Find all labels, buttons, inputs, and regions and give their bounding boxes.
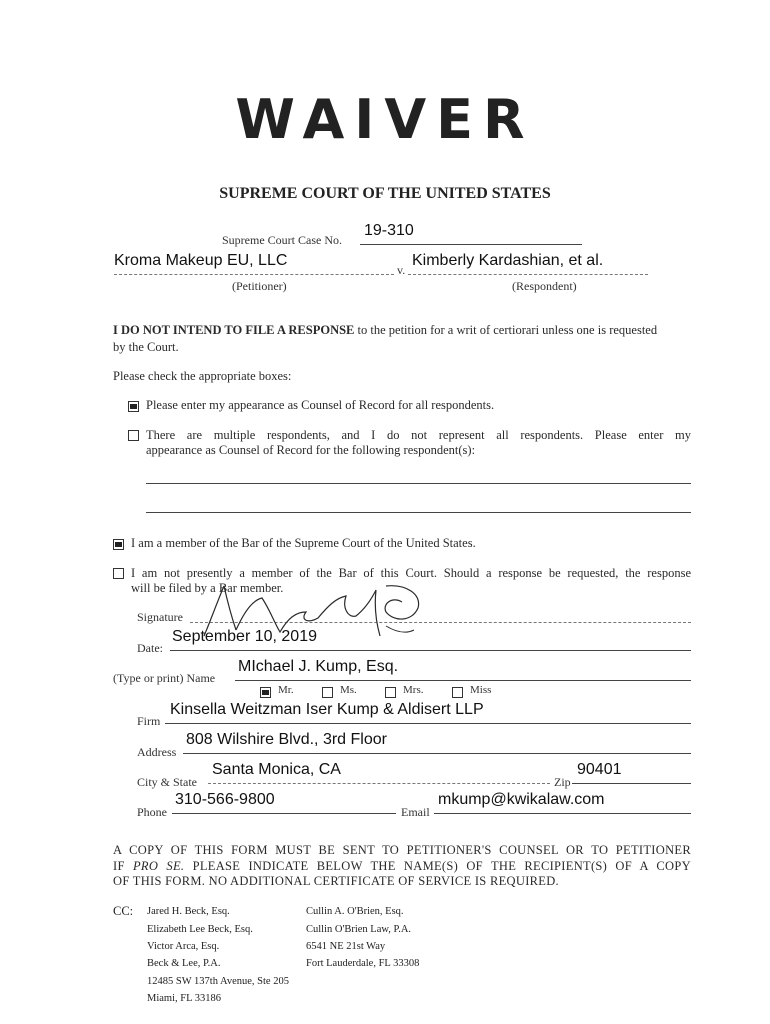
- city-state-line: [208, 783, 550, 784]
- title-ms-checkbox[interactable]: [322, 687, 333, 698]
- notice-line2-rest: PLEASE INDICATE BELOW THE NAME(S) OF THE RECIPIENT(S) OF A COPY: [192, 859, 691, 873]
- instructions: Please check the appropriate boxes:: [113, 369, 292, 383]
- email-value[interactable]: mkump@kwikalaw.com: [438, 791, 605, 808]
- notice-line2-prefix: IF: [113, 859, 125, 873]
- all-respondents-label: Please enter my appearance as Counsel of Record for all respondents.: [146, 398, 495, 412]
- bar-member-label: I am a member of the Bar of the Supreme Court of the United States.: [131, 536, 476, 550]
- not-bar-member-line2: will be filed by a Bar member.: [131, 581, 284, 595]
- cc-recipient-1-line-4: Beck & Lee, P.A.: [147, 958, 221, 969]
- title-mrs-label: Mrs.: [403, 684, 424, 696]
- respondent-caption: (Respondent): [512, 279, 577, 293]
- no-response-bold: I DO NOT INTEND TO FILE A RESPONSE: [113, 323, 355, 337]
- cc-recipient-1-line-5: 12485 SW 137th Avenue, Ste 205: [147, 976, 289, 987]
- notice-line2: [113, 858, 691, 874]
- address-line: [183, 753, 691, 754]
- notice-line1: A COPY OF THIS FORM MUST BE SENT TO PETITIONER'S COUNSEL OR TO PETITIONER: [113, 843, 691, 857]
- date-label: Date:: [137, 641, 163, 655]
- address-value[interactable]: 808 Wilshire Blvd., 3rd Floor: [186, 731, 387, 748]
- zip-label: Zip: [554, 775, 571, 789]
- cc-recipient-2-line-2: Cullin O'Brien Law, P.A.: [306, 924, 412, 935]
- case-number-value[interactable]: 19-310: [364, 222, 414, 239]
- zip-line: [572, 783, 691, 784]
- cc-recipient-1-line-3: Victor Arca, Esq.: [147, 941, 220, 952]
- cc-recipient-2-line-3: 6541 NE 21st Way: [306, 941, 386, 952]
- title-mrs-checkbox[interactable]: [385, 687, 396, 698]
- petitioner-caption: (Petitioner): [232, 279, 287, 293]
- title-mr-label: Mr.: [278, 684, 294, 696]
- case-number-line: [360, 244, 582, 245]
- phone-value[interactable]: 310-566-9800: [175, 791, 275, 808]
- date-line: [170, 650, 691, 651]
- email-label: Email: [401, 805, 430, 819]
- petitioner-name[interactable]: Kroma Makeup EU, LLC: [114, 252, 288, 269]
- name-line: [235, 680, 691, 681]
- address-label: Address: [137, 745, 177, 759]
- no-response-rest: to the petition for a writ of certiorari unless one is requested: [357, 323, 658, 337]
- title-miss-label: Miss: [470, 684, 492, 696]
- cc-recipient-2-line-4: Fort Lauderdale, FL 33308: [306, 958, 420, 969]
- title-mr-checkbox[interactable]: [260, 687, 271, 698]
- versus-label: v.: [397, 263, 406, 277]
- cc-recipient-1-line-2: Elizabeth Lee Beck, Esq.: [147, 924, 253, 935]
- firm-line: [165, 723, 691, 724]
- title-miss-checkbox[interactable]: [452, 687, 463, 698]
- signature-label: Signature: [137, 610, 183, 624]
- no-response-statement: [113, 323, 657, 338]
- name-label: (Type or print) Name: [113, 671, 216, 685]
- respondents-entry-line-1[interactable]: [146, 483, 691, 484]
- all-respondents-checkbox[interactable]: [128, 401, 139, 412]
- date-value[interactable]: September 10, 2019: [172, 628, 317, 645]
- city-state-label: City & State: [137, 775, 197, 789]
- cc-label: CC:: [113, 904, 134, 918]
- city-state-value[interactable]: Santa Monica, CA: [212, 761, 341, 778]
- cc-recipient-2-line-1: Cullin A. O'Brien, Esq.: [306, 906, 404, 917]
- phone-line: [172, 813, 396, 814]
- multiple-respondents-checkbox[interactable]: [128, 430, 139, 441]
- cc-recipient-1-line-6: Miami, FL 33186: [147, 993, 221, 1004]
- notice-line2-italic: PRO SE.: [132, 859, 185, 873]
- not-bar-member-line1: I am not presently a member of the Bar of this Court. Should a response be requested, the response: [131, 566, 691, 580]
- court-name: SUPREME COURT OF THE UNITED STATES: [219, 185, 551, 202]
- petitioner-line: [114, 274, 394, 275]
- firm-label: Firm: [137, 714, 161, 728]
- title-ms-label: Ms.: [340, 684, 357, 696]
- respondent-name[interactable]: Kimberly Kardashian, et al.: [412, 252, 604, 269]
- respondents-entry-line-2[interactable]: [146, 512, 691, 513]
- email-line: [434, 813, 691, 814]
- phone-label: Phone: [137, 805, 167, 819]
- cc-recipient-1-line-1: Jared H. Beck, Esq.: [147, 906, 230, 917]
- name-value[interactable]: MIchael J. Kump, Esq.: [238, 658, 399, 675]
- firm-value[interactable]: Kinsella Weitzman Iser Kump & Aldisert LLP: [170, 701, 484, 718]
- multiple-respondents-line2: appearance as Counsel of Record for the following respondent(s):: [146, 443, 476, 457]
- no-response-line2: by the Court.: [113, 340, 179, 354]
- notice-line3: OF THIS FORM. NO ADDITIONAL CERTIFICATE OF SERVICE IS REQUIRED.: [113, 874, 559, 888]
- respondent-line: [408, 274, 648, 275]
- bar-member-checkbox[interactable]: [113, 539, 124, 550]
- not-bar-member-checkbox[interactable]: [113, 568, 124, 579]
- zip-value[interactable]: 90401: [577, 761, 622, 778]
- document-title: WAIVER: [235, 88, 535, 151]
- multiple-respondents-line1: There are multiple respondents, and I do not represent all respondents. Please enter my: [146, 428, 691, 442]
- case-number-label: Supreme Court Case No.: [222, 233, 342, 247]
